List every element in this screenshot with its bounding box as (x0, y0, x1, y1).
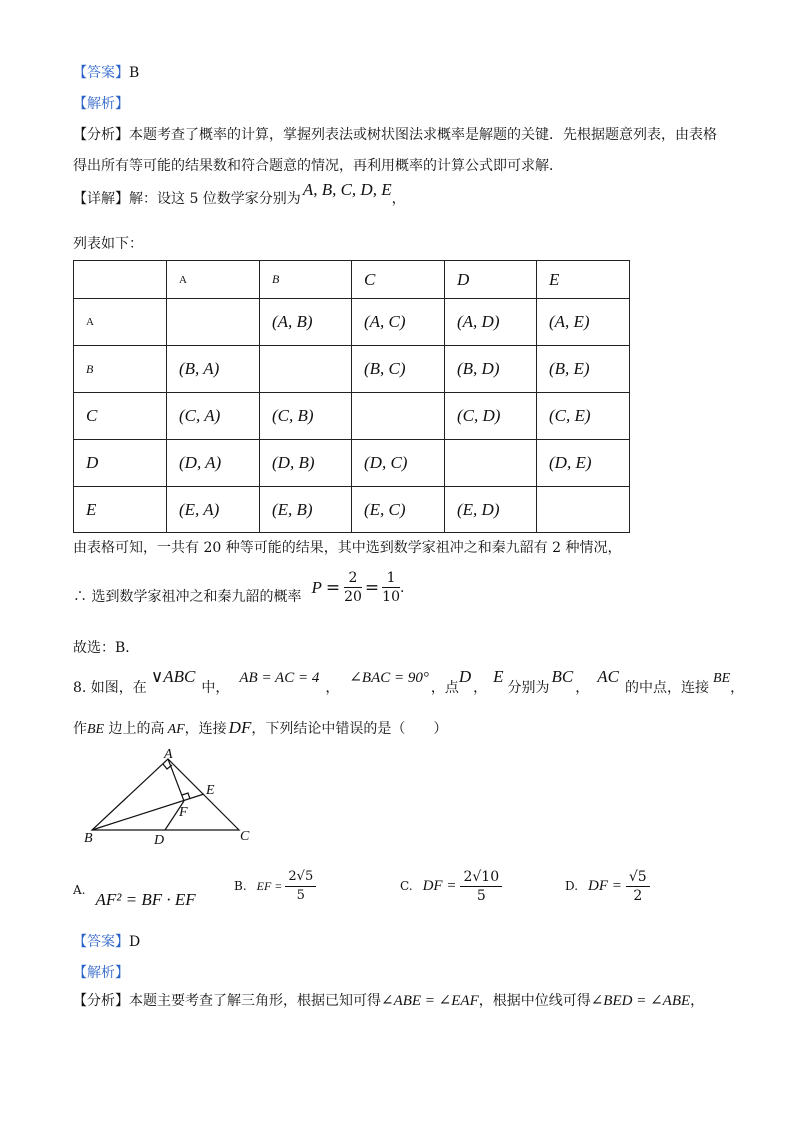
table-cell: (B, C) (352, 346, 445, 393)
answer-line-2 (73, 931, 140, 951)
detail-tag: 【详解】 (73, 191, 129, 207)
table-header-cell: E (537, 261, 630, 299)
q8-text: ， (730, 680, 745, 696)
table-cell (352, 393, 445, 440)
q8-triangle: ∨ABC (150, 667, 196, 686)
label-a: A (164, 747, 173, 762)
option-b-label: B. (234, 879, 247, 893)
fenxi-eq-1: ∠ABE = ∠EAF (381, 993, 479, 1009)
q8-text: 边上的高 (104, 721, 165, 737)
q8-text: 的中点，连接 (625, 680, 710, 696)
detail-text: 解：设这 5 位数学家分别为 (129, 191, 301, 207)
table-cell: (E, D) (445, 487, 537, 533)
detail-line (73, 180, 406, 208)
conclusion-line-2 (73, 570, 404, 610)
table-cell: (B, D) (445, 346, 537, 393)
table-row (74, 487, 630, 533)
option-b[interactable] (234, 866, 316, 906)
answer-tag: 【答案】 (73, 934, 129, 950)
q8-text: ， (473, 680, 488, 696)
table-cell: (A, B) (260, 299, 352, 346)
q8-eq-ab-ac: AB = AC = 4 (239, 670, 320, 686)
analysis-line-3 (73, 990, 704, 1010)
q8-text: ，点 (430, 680, 459, 696)
q8-segment-df: DF (228, 718, 252, 737)
option-d-lhs: DF = (588, 877, 622, 894)
table-cell: (C, E) (537, 393, 630, 440)
table-cell: (A, E) (537, 299, 630, 346)
q8-text: ， (325, 680, 340, 696)
option-c[interactable] (400, 866, 502, 906)
formula-end: . (400, 579, 405, 596)
table-cell: (C, B) (260, 393, 352, 440)
table-row (74, 393, 630, 440)
table-header-cell: A (167, 261, 260, 299)
q8-point-e: E (493, 667, 504, 686)
table-cell: (D, C) (352, 440, 445, 487)
fenxi-tag: 【分析】 (73, 127, 129, 143)
option-d-label: D. (565, 879, 579, 893)
table-cell: (E, B) (260, 487, 352, 533)
table-row (74, 440, 630, 487)
outcome-table (73, 260, 630, 533)
analysis-line-2: 得出所有等可能的结果数和符合题意的情况，再利用概率的计算公式即可求解． (73, 158, 563, 174)
table-header-cell: D (445, 261, 537, 299)
q8-text: 中， (201, 680, 230, 696)
table-cell (260, 346, 352, 393)
label-b: B (84, 831, 93, 846)
q8-text: 分别为 (507, 680, 550, 696)
option-c-lhs: DF = (422, 877, 457, 894)
table-row-head: B (74, 346, 167, 393)
table-cell: (C, A) (167, 393, 260, 440)
fenxi-text: ，根据中位线可得 (478, 993, 591, 1009)
option-a-label: A. (73, 883, 86, 897)
answer-value: D (129, 934, 141, 950)
table-header-cell: C (352, 261, 445, 299)
label-c: C (240, 829, 250, 844)
fraction-1-10: $\frac{1}{10}$ (382, 570, 400, 605)
option-c-label: C. (400, 879, 413, 893)
formula-p: P (311, 577, 322, 597)
q8-segment-be: BE (87, 722, 105, 737)
table-cell: (A, C) (352, 299, 445, 346)
q8-line-2 (73, 718, 447, 738)
label-d: D (154, 833, 165, 848)
option-b-fraction: $\frac{2√5}{5}$ (285, 868, 316, 905)
analysis-tag: 【解析】 (73, 965, 129, 981)
table-row (74, 299, 630, 346)
q8-segment-be: BE (713, 671, 731, 686)
triangle-figure (80, 744, 260, 852)
q8-segment-ac: AC (597, 667, 620, 686)
table-cell: (E, A) (167, 487, 260, 533)
option-d[interactable] (565, 866, 650, 906)
table-header-row (74, 261, 630, 299)
analysis-line-1 (73, 124, 717, 144)
q8-text: 作 (73, 721, 87, 737)
table-cell (537, 487, 630, 533)
table-row (74, 346, 630, 393)
table-cell: (E, C) (352, 487, 445, 533)
q8-text: 8. 如图，在 (73, 680, 147, 696)
q8-eq-angle: ∠BAC = 90° (349, 670, 429, 686)
table-cell: (C, D) (445, 393, 537, 440)
fraction-2-20: $\frac{2}{20}$ (344, 570, 362, 605)
q8-point-d: D (458, 667, 472, 686)
analysis-tag: 【解析】 (73, 96, 129, 112)
table-cell: (D, B) (260, 440, 352, 487)
table-row-head: D (74, 440, 167, 487)
q8-text: ，连接 (184, 721, 227, 737)
table-cell: (B, E) (537, 346, 630, 393)
table-cell: (D, E) (537, 440, 630, 487)
option-c-fraction: $\frac{2√10}{5}$ (460, 868, 502, 905)
triangle-abc (92, 759, 239, 830)
choose-line: 故选：B． (73, 640, 140, 656)
table-header-cell: B (260, 261, 352, 299)
label-e: E (206, 783, 215, 798)
conclusion-text: ∴ 选到数学家祖冲之和秦九韶的概率 (73, 589, 302, 605)
answer-tag: 【答案】 (73, 65, 129, 81)
segment-af (168, 759, 184, 801)
q8-segment-af: AF (167, 722, 185, 737)
q8-line-1 (73, 667, 744, 697)
fenxi-text: ， (690, 993, 705, 1009)
table-cell (445, 440, 537, 487)
detail-vars: A, B, C, D, E (302, 180, 392, 199)
answer-value: B (129, 65, 140, 81)
table-cell: (B, A) (167, 346, 260, 393)
option-a-expr: AF² = BF · EF (95, 890, 196, 909)
table-cell: (A, D) (445, 299, 537, 346)
conclusion-line-1: 由表格可知，一共有 20 种等可能的结果，其中选到数学家祖冲之和秦九韶有 2 种情况， (73, 540, 622, 556)
q8-text: ， (575, 680, 590, 696)
table-cell: (D, A) (167, 440, 260, 487)
fenxi-text-1: 本题考查了概率的计算，掌握列表法或树状图法求概率是解题的关键．先根据题意列表，由表格 (129, 127, 717, 143)
formula-eq: = (325, 577, 341, 598)
table-row-head: E (74, 487, 167, 533)
q8-segment-bc: BC (551, 667, 574, 686)
table-row-head: C (74, 393, 167, 440)
answer-line (73, 62, 139, 82)
table-row-head: A (74, 299, 167, 346)
table-cell (167, 299, 260, 346)
fenxi-eq-2: ∠BED = ∠ABE (590, 993, 691, 1009)
fenxi-tag: 【分析】 (73, 993, 129, 1009)
detail-end: ， (391, 191, 406, 207)
option-b-lhs: EF = (256, 878, 283, 893)
fenxi-text: 本题主要考查了解三角形，根据已知可得 (129, 993, 381, 1009)
q8-text: ，下列结论中错误的是（ ） (251, 721, 448, 737)
option-a[interactable] (73, 872, 196, 912)
table-cell (74, 261, 167, 299)
label-f: F (179, 805, 188, 820)
option-d-fraction: $\frac{√5}{2}$ (626, 868, 650, 905)
formula-eq: = (364, 577, 380, 598)
table-intro: 列表如下： (73, 236, 143, 252)
probability-formula (311, 569, 404, 606)
